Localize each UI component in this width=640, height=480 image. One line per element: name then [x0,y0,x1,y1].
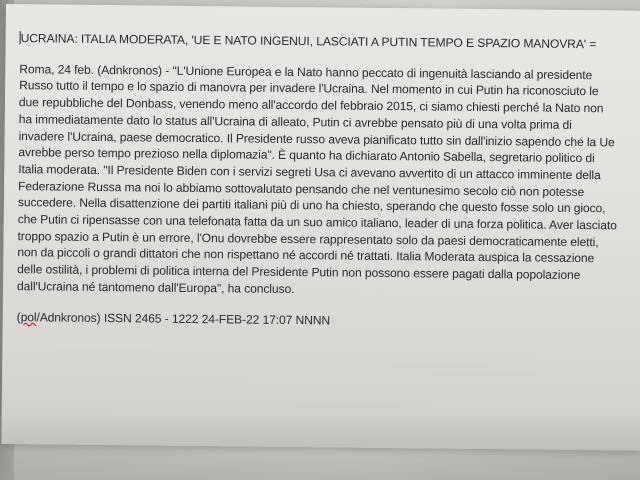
document-editor[interactable] [17,30,620,332]
footer-prefix: ( [16,309,21,324]
headline-text: UCRAINA: ITALIA MODERATA, 'UE E NATO INGENUI, LASCIATI A PUTIN TEMPO E SPAZIO MANOVRA' = [20,31,597,52]
footer-rest: /Adnkronos) ISSN 2465 - 1222 24-FEB-22 17:07 NNNN [36,309,331,327]
document-screen [1,4,640,451]
news-footer[interactable] [17,309,617,332]
news-headline[interactable] [20,30,620,53]
footer-code: pol [20,309,37,324]
bottom-shadow [0,410,640,480]
news-body[interactable]: Roma, 24 feb. (Adnkronos) - "L'Unione Europea e la Nato hanno peccato di ingenuità lasciando al presidente Russo tutto il tempo e lo spazio di manovra per invadere l'Ucraina. Nel momento in cui Putin ha riconosciuto le due repubbliche del Donbass, venendo meno all'accordo del febbraio 2015, ci siamo chiesti perché la Nato non ha immediatamente dato lo status all'Ucraina di alleato, Putin ci avrebbe pensato più di una volta prima di invadere l'Ucraina, paese democratico. Il Presidente russo aveva pianificato tutto sin dall'inizio sapendo che la Ue avrebbe perso tempo prezioso nella diplomazia". È quanto ha dichiarato Antonio Sabella, segretario politico di Italia moderata. "Il Presidente Biden con i servizi segreti Usa ci avevano avvertito di un attacco imminente della Federazione Russa ma noi lo abbiamo sottovalutato pensando che nel ventunesimo secolo ciò non potesse succedere. Nella disattenzione dei partiti italiani più di uno ha chiesto, sperando che questo fosse solo un gioco, che Putin ci ripensasse con una telefonata fatta da un suo amico italiano, leader di una forza politica. Aver lasciato troppo spazio a Putin è un errore, l'Onu dovrebbe essere rappresentato solo da paesi democraticamente eletti, non da piccoli o grandi dittatori che non rispettano né accordi né trattati. Italia Moderata auspica la cessazione delle ostilità, i problemi di politica interna del Presidente Putin non possono essere pagati dalla popolazione dall'Ucraina né tantomeno dall'Europa", ha concluso. [16,61,617,296]
